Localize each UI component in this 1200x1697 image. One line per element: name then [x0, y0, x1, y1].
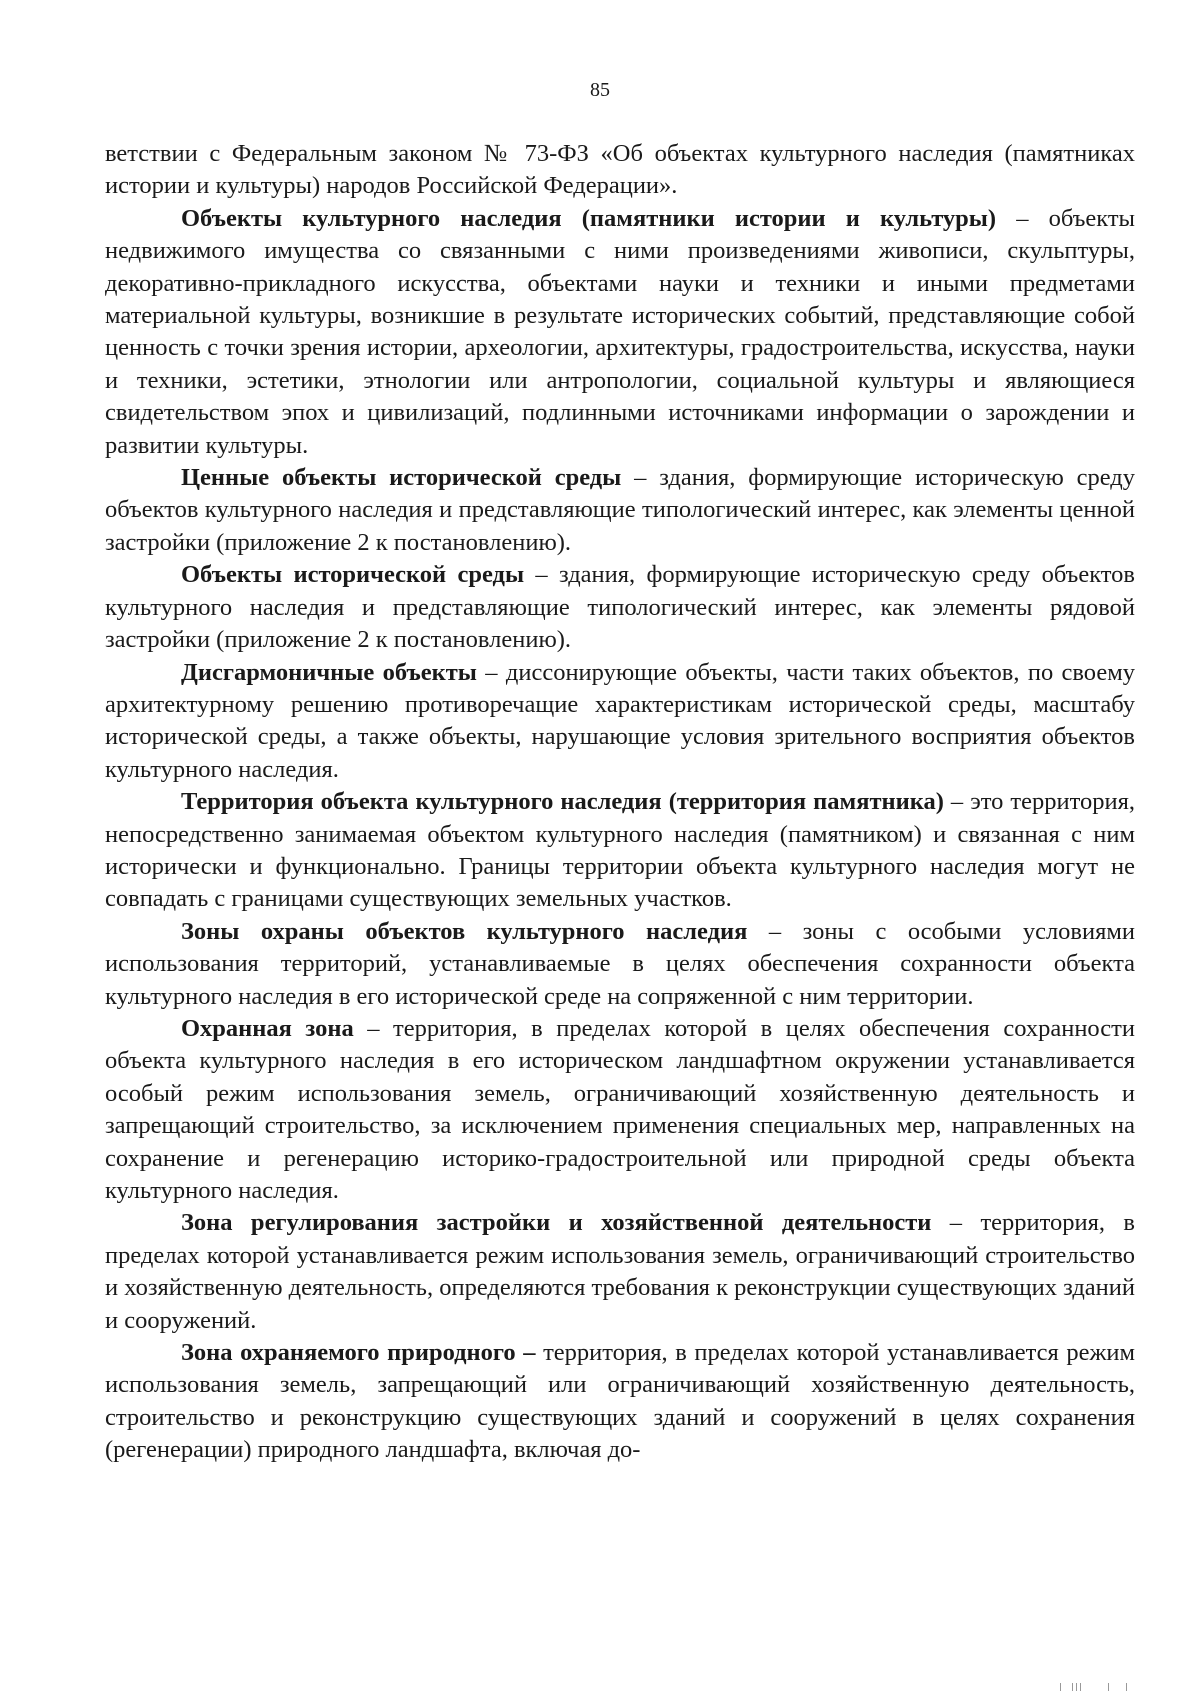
definition-paragraph — [105, 1207, 1135, 1337]
definition-paragraph — [105, 559, 1135, 656]
definition-term: Объекты культурного наследия (памятники истории и культуры) — [181, 204, 997, 232]
definition-paragraph — [105, 916, 1135, 1013]
definition-term: Дисгармоничные объекты — [181, 658, 477, 686]
definition-paragraph — [105, 1337, 1135, 1467]
definition-paragraph — [105, 786, 1135, 916]
scan-edge-marks — [1050, 1681, 1130, 1691]
definition-text: – диссонирующие объекты, части таких объектов, по своему архитектурному решению противоречащие характеристикам исторической среды, масштабу исторической среды, а также объекты, нарушающие условия зрительного восприятия объектов культурного наследия. — [105, 658, 1135, 783]
definition-text: – территория, в пределах которой устанавливается режим использования земель, ограничивающий строительство и хозяйственную деятельность, определяются требования к реконструкции существующих зданий и сооружений. — [105, 1209, 1135, 1334]
definition-term: Объекты исторической среды — [181, 561, 525, 589]
definition-paragraph — [105, 462, 1135, 559]
definition-paragraph — [105, 1013, 1135, 1207]
definition-text: – территория, в пределах которой в целях обеспечения сохранности объекта культурного наследия в его историческом ландшафтном окружении устанавливается особый режим использования земель, ограничивающий хозяйственную деятельность и запрещающий строительство, за исключением применения специальных мер, направленных на сохранение и регенерацию историко-градостроительной или природной среды объекта культурного наследия. — [105, 1014, 1135, 1204]
definition-paragraph — [105, 203, 1135, 462]
definition-text: территория, в пределах которой устанавливается режим использования земель, запрещающий или ограничивающий хозяйственную деятельность, строительство и реконструкцию существующих зданий и сооружений в целях сохранения (регенерации) природного ландшафта, включая до- — [105, 1339, 1136, 1464]
document-body — [105, 138, 1135, 1467]
page-number: 85 — [590, 79, 610, 101]
definition-term: Зона регулирования застройки и хозяйственной деятельности — [181, 1209, 932, 1237]
intro-paragraph: ветствии с Федеральным законом № 73-ФЗ «Об объектах культурного наследия (памятниках истории и культуры) народов Российской Федерации». — [105, 140, 1135, 200]
definition-term: Территория объекта культурного наследия (территория памятника) — [181, 788, 944, 816]
definition-term: Зоны охраны объектов культурного наследия — [181, 917, 748, 945]
definition-term: Ценные объекты исторической среды — [181, 464, 622, 492]
definition-term: Зона охраняемого природного – — [181, 1339, 536, 1367]
definition-paragraph — [105, 657, 1135, 787]
definition-text: – это территория, непосредственно занимаемая объектом культурного наследия (памятником) и связанная с ним исторически и функционально. Границы территории объекта культурного наследия могут не совпадать с границами существующих земельных участков. — [105, 788, 1135, 913]
definition-text: – здания, формирующие историческую среду объектов культурного наследия и представляющие типологический интерес, как элементы рядовой застройки (приложение 2 к постановлению). — [105, 561, 1135, 654]
definition-text: – здания, формирующие историческую среду объектов культурного наследия и представляющие типологический интерес, как элементы ценной застройки (приложение 2 к постановлению). — [105, 464, 1135, 556]
definition-text: – объекты недвижимого имущества со связанными с ними произведениями живописи, скульптуры, декоративно-прикладного искусства, объектами науки и техники и иными предметами материальной культуры, возникшие в результате исторических событий, представляющие собой ценность с точки зрения истории, археологии, архитектуры, градостроительства, искусства, науки и техники, эстетики, этнологии или антропологии, социальной культуры и являющиеся свидетельством эпох и цивилизаций, подлинными источниками информации о зарождении и развитии культуры. — [105, 204, 1135, 459]
definition-text: – зоны с особыми условиями использования территорий, устанавливаемые в целях обеспечения сохранности объекта культурного наследия в его исторической среде на сопряженной с ним территории. — [105, 917, 1135, 1010]
definition-term: Охранная зона — [181, 1014, 354, 1042]
